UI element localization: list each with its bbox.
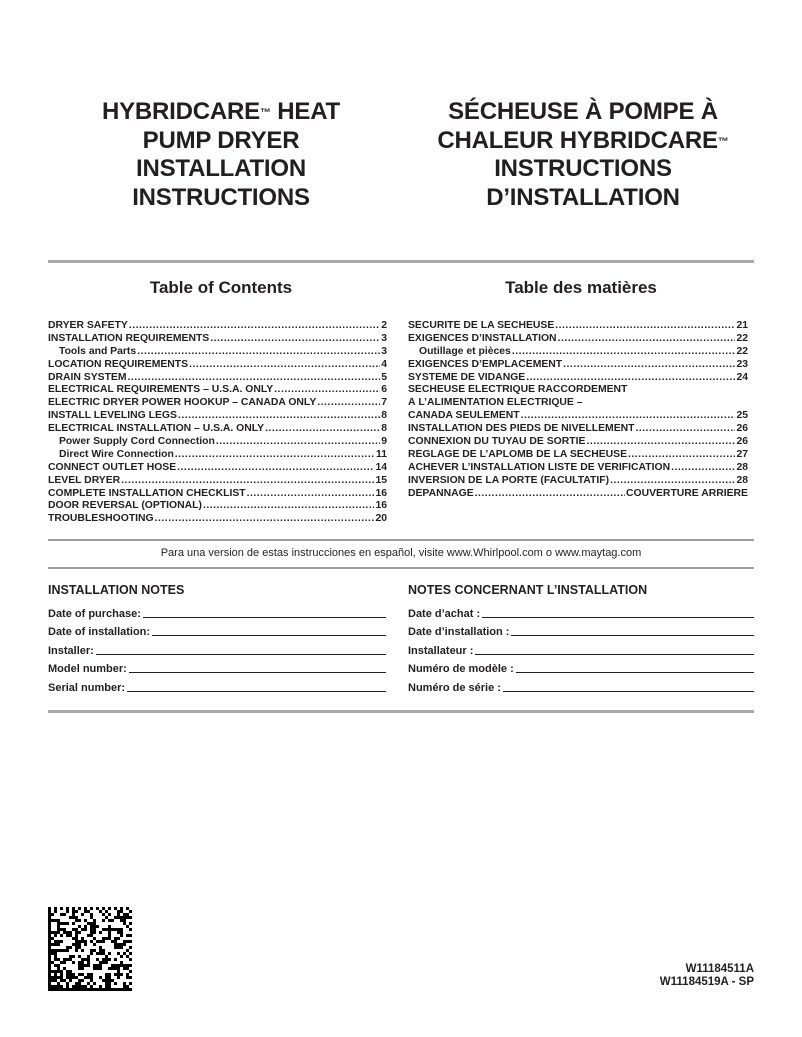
notes-field-label: Model number: — [48, 663, 127, 676]
toc-entry-page: 3 — [381, 332, 387, 344]
toc-leader-dots — [636, 423, 736, 436]
notes-field-blank-line[interactable] — [143, 616, 386, 618]
doc-code-2: W11184519A - SP — [659, 976, 754, 988]
toc-entry-label: EXIGENCES D’EMPLACEMENT — [408, 358, 563, 370]
toc-entry[interactable] — [408, 423, 748, 436]
notes-field-blank-line[interactable] — [482, 616, 754, 618]
toc-leader-dots — [555, 320, 735, 333]
toc-entry[interactable] — [408, 384, 748, 397]
toc-entry[interactable] — [48, 513, 387, 526]
toc-entry[interactable] — [48, 397, 387, 410]
toc-entry-label: CONNECT OUTLET HOSE — [48, 461, 177, 473]
title-en-line3: INSTALLATION — [135, 155, 307, 182]
toc-leader-dots — [521, 410, 736, 423]
title-fr-line2: CHALEUR HYBRIDCARE™ — [437, 126, 729, 154]
toc-heading-en: Table of Contents — [149, 278, 293, 297]
toc-entry-page: 16 — [375, 500, 387, 512]
toc-entry[interactable] — [48, 436, 387, 449]
toc-entry[interactable] — [48, 359, 387, 372]
toc-entry-page: 2 — [381, 320, 387, 331]
toc-entry-page: 25 — [736, 410, 748, 422]
notes-field-blank-line[interactable] — [129, 671, 386, 673]
divider-mid1 — [48, 539, 754, 541]
notes-field-blank-line[interactable] — [503, 690, 754, 692]
toc-leader-dots — [203, 500, 374, 513]
toc-entry-label: INVERSION DE LA PORTE (FACULTATIF) — [408, 474, 610, 486]
toc-entry[interactable] — [408, 346, 748, 359]
toc-entry[interactable] — [408, 436, 748, 449]
title-english — [48, 98, 394, 212]
title-fr-line4: D’INSTALLATION — [486, 183, 680, 211]
toc-entry-page: 8 — [381, 423, 387, 435]
notes-field-label: Date d’installation : — [408, 626, 510, 639]
toc-leader-dots — [175, 449, 375, 462]
toc-entry-page: 24 — [736, 371, 748, 383]
notes-field[interactable] — [48, 657, 386, 676]
spanish-version-note: Para una version de estas instrucciones en español, visite www.Whirlpool.com o www.maytag.com — [160, 547, 642, 559]
toc-entry-page: 4 — [381, 358, 387, 370]
toc-entry[interactable] — [48, 462, 387, 475]
toc-entry[interactable] — [48, 475, 387, 488]
toc-entry[interactable] — [48, 449, 387, 462]
notes-field[interactable] — [408, 620, 754, 639]
toc-entry-label: SYSTÈME DE VIDANGE — [408, 371, 526, 383]
toc-entry-label: ELECTRIC DRYER POWER HOOKUP – CANADA ONLY — [48, 397, 317, 409]
notes-field-label: Serial number: — [48, 681, 126, 694]
notes-field[interactable] — [408, 675, 754, 694]
toc-entry-label: TROUBLESHOOTING — [48, 513, 154, 525]
title-fr-line1: SÉCHEUSE À POMPE À — [448, 98, 718, 125]
toc-entry-page: 27 — [736, 448, 748, 460]
toc-entry-label: INSTALL LEVELING LEGS — [48, 410, 177, 422]
toc-entry-label: LEVEL DRYER — [48, 474, 121, 486]
notes-field[interactable] — [48, 638, 386, 657]
divider-bottom — [48, 710, 754, 713]
toc-leader-dots — [129, 320, 380, 333]
toc-entry-label: Outillage et pièces — [419, 345, 511, 357]
toc-entry-page: 28 — [736, 461, 748, 473]
toc-entry-page: 11 — [376, 448, 387, 460]
toc-entry[interactable] — [48, 488, 387, 501]
notes-field-blank-line[interactable] — [127, 690, 386, 692]
toc-leader-dots — [671, 462, 735, 475]
toc-leader-dots — [526, 372, 735, 385]
notes-field[interactable] — [408, 638, 754, 657]
toc-leader-dots — [247, 488, 375, 501]
toc-entry-page: COUVERTURE ARRIÈRE — [625, 487, 748, 499]
toc-entry-page: 22 — [736, 332, 748, 344]
toc-entry-label: CANADA SEULEMENT — [408, 410, 520, 422]
toc-entry-page: 26 — [736, 423, 748, 435]
toc-entry-page: 26 — [736, 436, 748, 448]
notes-field-blank-line[interactable] — [475, 653, 754, 655]
toc-leader-dots — [210, 333, 380, 346]
toc-entry-label: RÉGLAGE DE L’APLOMB DE LA SÉCHEUSE — [408, 448, 627, 460]
toc-entry[interactable] — [48, 372, 387, 385]
toc-leader-dots — [216, 436, 380, 449]
toc-entry-label: INSTALLATION REQUIREMENTS — [48, 332, 210, 344]
title-en-line4: INSTRUCTIONS — [132, 183, 310, 211]
toc-entry-page: 6 — [381, 384, 387, 396]
notes-field[interactable] — [408, 601, 754, 620]
notes-field-blank-line[interactable] — [516, 671, 754, 673]
notes-field-label: Date of purchase: — [48, 607, 141, 620]
toc-leader-dots — [189, 359, 380, 372]
notes-field[interactable] — [408, 657, 754, 676]
notes-field[interactable] — [48, 675, 386, 694]
toc-entry[interactable] — [408, 397, 748, 410]
toc-entry-page: 7 — [381, 397, 387, 409]
toc-entry-label: INSTALLATION DES PIEDS DE NIVELLEMENT — [408, 423, 635, 435]
toc-entry[interactable] — [408, 359, 748, 372]
toc-leader-dots — [317, 397, 380, 410]
toc-entry[interactable] — [408, 462, 748, 475]
toc-entry[interactable] — [408, 475, 748, 488]
toc-entry-page: 22 — [736, 345, 748, 357]
toc-entry-label: DRYER SAFETY — [48, 320, 128, 331]
toc-entry-label: DÉPANNAGE — [408, 487, 474, 499]
toc-leader-dots — [475, 488, 625, 501]
notes-field-label: Installateur : — [408, 644, 474, 657]
notes-field-label: Date d’achat : — [408, 607, 481, 620]
toc-entry[interactable] — [408, 488, 748, 501]
notes-field[interactable] — [48, 620, 386, 639]
toc-leader-dots — [274, 384, 380, 397]
toc-entry[interactable] — [48, 500, 387, 513]
toc-entry-label: ELECTRICAL REQUIREMENTS – U.S.A. ONLY — [48, 384, 274, 396]
toc-entry-label: ACHEVER L’INSTALLATION LISTE DE VÉRIFICATION — [408, 461, 671, 473]
notes-fields-en — [48, 601, 386, 694]
notes-heading-en: INSTALLATION NOTES — [48, 583, 185, 597]
toc-leader-dots — [121, 475, 374, 488]
toc-entry-page: 21 — [736, 320, 748, 331]
toc-entry-label: ELECTRICAL INSTALLATION – U.S.A. ONLY — [48, 423, 265, 435]
title-en-line2: PUMP DRYER — [142, 126, 300, 154]
toc-entry-page: 3 — [381, 345, 387, 357]
toc-leader-dots — [265, 423, 380, 436]
toc-leader-dots — [137, 346, 380, 359]
toc-entry-page: 20 — [375, 513, 387, 525]
toc-entry[interactable] — [408, 449, 748, 462]
toc-entry[interactable] — [48, 346, 387, 359]
toc-entry-label: SÉCHEUSE ÉLECTRIQUE RACCORDEMENT — [408, 384, 628, 396]
notes-field-label: Numéro de série : — [408, 681, 501, 694]
toc-entry-label: Direct Wire Connection — [59, 448, 174, 460]
toc-entry-page: 5 — [381, 371, 387, 383]
title-en-line1: HYBRIDCARE™ HEAT — [101, 98, 341, 125]
toc-entry-label: CONNEXION DU TUYAU DE SORTIE — [408, 436, 586, 448]
toc-entry[interactable] — [408, 410, 748, 423]
toc-list-fr — [408, 320, 748, 500]
title-fr-line3: INSTRUCTIONS — [494, 155, 672, 182]
notes-field[interactable] — [48, 601, 386, 620]
divider-mid2 — [48, 567, 754, 569]
toc-entry-page: 14 — [375, 461, 387, 473]
notes-field-label: Date of installation: — [48, 626, 151, 639]
toc-entry-label: COMPLETE INSTALLATION CHECKLIST — [48, 487, 246, 499]
divider-top — [48, 260, 754, 263]
toc-entry-page: 16 — [375, 487, 387, 499]
toc-entry-label: À L’ALIMENTATION ÉLECTRIQUE – — [408, 397, 583, 409]
toc-entry-label: SÉCURITÉ DE LA SÉCHEUSE — [408, 320, 555, 331]
toc-entry[interactable] — [48, 423, 387, 436]
doc-code-1: W11184511A — [685, 963, 754, 975]
toc-entry-page: 8 — [381, 410, 387, 422]
data-matrix-barcode — [48, 907, 132, 991]
toc-entry-page: 15 — [375, 474, 387, 486]
toc-entry[interactable] — [408, 372, 748, 385]
toc-entry-page: 9 — [381, 436, 387, 448]
toc-list-en — [48, 320, 387, 526]
toc-leader-dots — [128, 372, 381, 385]
toc-entry[interactable] — [48, 333, 387, 346]
document-codes — [660, 963, 754, 989]
toc-leader-dots — [512, 346, 736, 359]
toc-entry-page: 28 — [736, 474, 748, 486]
toc-entry[interactable] — [408, 333, 748, 346]
toc-entry-label: LOCATION REQUIREMENTS — [48, 358, 189, 370]
notes-field-blank-line[interactable] — [96, 653, 386, 655]
toc-leader-dots — [558, 333, 736, 346]
toc-leader-dots — [628, 449, 735, 462]
toc-leader-dots — [610, 475, 735, 488]
toc-entry[interactable] — [48, 410, 387, 423]
toc-leader-dots — [155, 513, 375, 526]
notes-field-blank-line[interactable] — [511, 634, 754, 636]
toc-entry-label: DRAIN SYSTEM — [48, 371, 127, 383]
toc-entry[interactable] — [408, 320, 748, 333]
toc-entry-page: 23 — [736, 358, 748, 370]
toc-entry-label: EXIGENCES D’INSTALLATION — [408, 332, 557, 344]
notes-field-label: Installer: — [48, 644, 94, 657]
toc-entry[interactable] — [48, 320, 387, 333]
toc-entry[interactable] — [48, 384, 387, 397]
toc-entry-label: DOOR REVERSAL (OPTIONAL) — [48, 500, 202, 512]
notes-field-blank-line[interactable] — [152, 634, 386, 636]
notes-heading-fr: NOTES CONCERNANT L’INSTALLATION — [408, 583, 648, 597]
notes-fields-fr — [408, 601, 754, 694]
toc-entry-label: Power Supply Cord Connection — [59, 436, 215, 448]
toc-leader-dots — [177, 462, 374, 475]
toc-entry-label: Tools and Parts — [59, 345, 137, 357]
toc-leader-dots — [178, 410, 380, 423]
toc-leader-dots — [563, 359, 735, 372]
toc-heading-fr: Table des matières — [505, 278, 657, 297]
toc-leader-dots — [586, 436, 735, 449]
notes-field-label: Numéro de modèle : — [408, 663, 514, 676]
title-french — [405, 98, 761, 212]
